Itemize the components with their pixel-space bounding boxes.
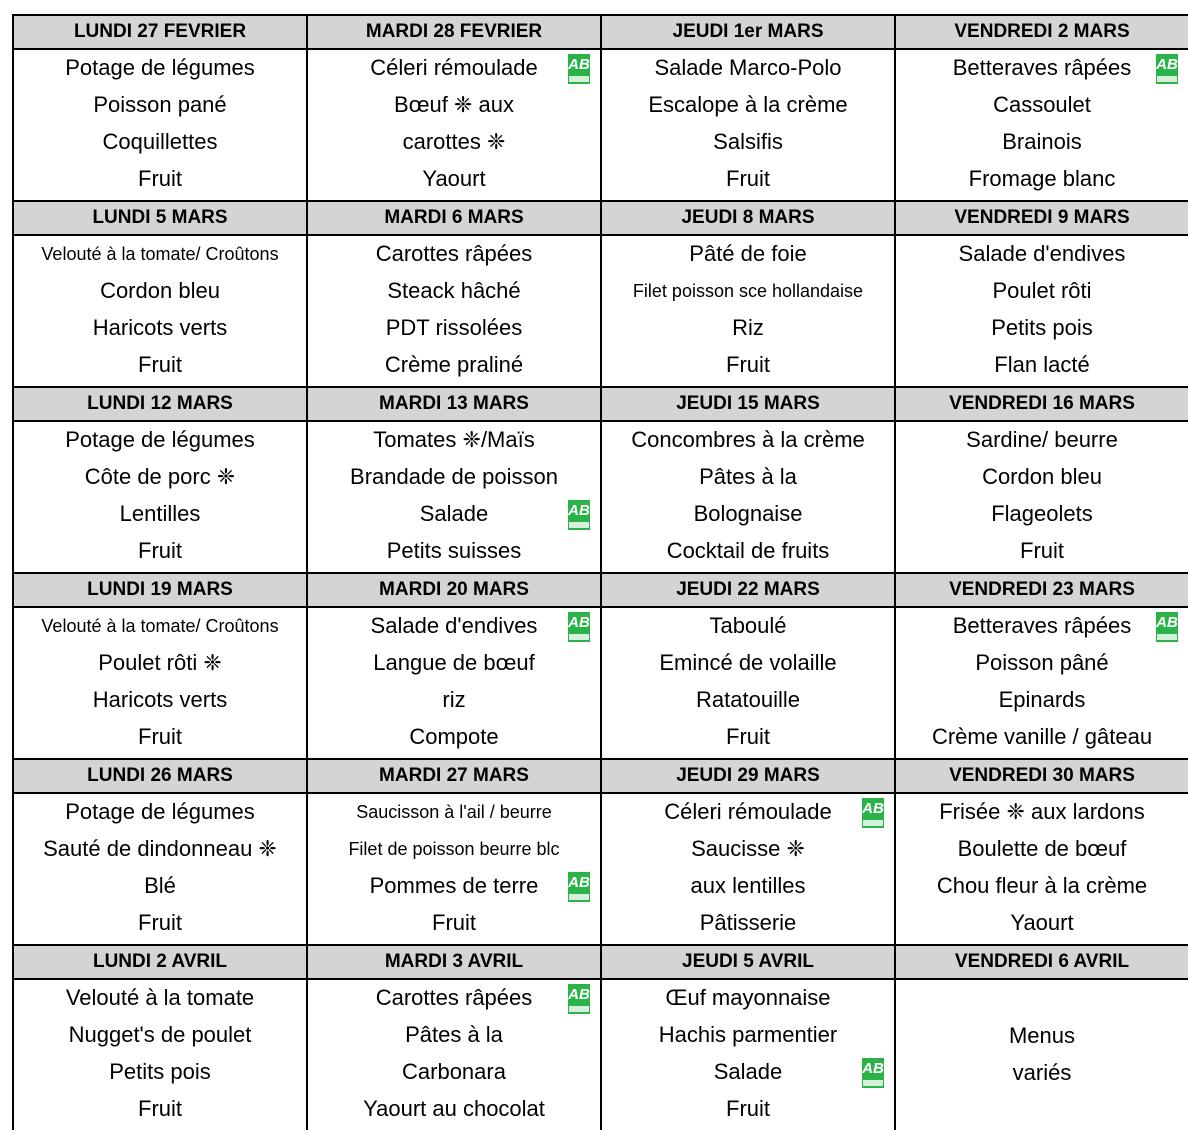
menu-item: Frisée ❈ aux lardons — [939, 799, 1145, 824]
menu-item: Cordon bleu — [982, 464, 1102, 489]
menu-item: Fruit — [138, 1096, 182, 1121]
day-header-jeudi-22-mars: JEUDI 22 MARS — [601, 573, 895, 607]
organic-label-text: AB — [1156, 614, 1178, 631]
menu-cell-mardi-28-fevrier — [307, 49, 601, 201]
menu-item: Yaourt au chocolat — [363, 1096, 545, 1121]
menu-item: Pommes de terre — [369, 873, 539, 898]
menu-cell-vendredi-6-avril — [895, 979, 1188, 1130]
week-header-row — [13, 573, 1188, 607]
menu-item: Fruit — [726, 166, 770, 191]
day-header-mardi-27-mars: MARDI 27 MARS — [307, 759, 601, 793]
week-header-row — [13, 15, 1188, 49]
day-header-lundi-2-avril: LUNDI 2 AVRIL — [13, 945, 307, 979]
menu-item: Betteraves râpées — [952, 55, 1132, 80]
menu-item: Velouté à la tomate/ Croûtons — [41, 244, 279, 264]
menu-cell-vendredi-30-mars — [895, 793, 1188, 945]
week-header-row — [13, 201, 1188, 235]
menu-item: Langue de bœuf — [373, 650, 535, 675]
menu-item: Yaourt — [422, 166, 486, 191]
menu-item: Filet poisson sce hollandaise — [632, 281, 864, 301]
menu-item: Yaourt — [1010, 910, 1074, 935]
menu-item: Boulette de bœuf — [957, 836, 1127, 861]
menu-item: Chou fleur à la crème — [936, 873, 1148, 898]
menu-item: Céleri rémoulade — [370, 55, 538, 80]
menu-cell-mardi-13-mars — [307, 421, 601, 573]
week-menu-row — [13, 979, 1188, 1130]
week-header-row — [13, 759, 1188, 793]
menu-cell-jeudi-5-avril — [601, 979, 895, 1130]
menu-cell-mardi-6-mars — [307, 235, 601, 387]
organic-label-caption — [1157, 76, 1177, 82]
week-header-row — [13, 387, 1188, 421]
menu-cell-jeudi-1er-mars — [601, 49, 895, 201]
menu-item: Emincé de volaille — [659, 650, 837, 675]
menu-item: Coquillettes — [102, 129, 218, 154]
menu-item: Salade — [713, 1059, 783, 1084]
menu-item: Flan lacté — [994, 352, 1090, 377]
organic-label-icon — [862, 798, 884, 828]
menu-item: Bœuf ❈ aux — [394, 92, 514, 117]
menu-item: Filet de poisson beurre blc — [348, 839, 560, 859]
menu-item: variés — [1012, 1060, 1072, 1085]
menu-cell-jeudi-22-mars — [601, 607, 895, 759]
menu-item: Côte de porc ❈ — [84, 464, 236, 489]
menu-cell-vendredi-2-mars — [895, 49, 1188, 201]
menu-item: Petits pois — [109, 1059, 211, 1084]
menu-cell-lundi-2-avril — [13, 979, 307, 1130]
menu-item: Taboulé — [709, 613, 787, 638]
menu-item: Fruit — [138, 166, 182, 191]
organic-label-icon — [862, 1058, 884, 1088]
menu-item: Steack hâché — [387, 278, 521, 303]
day-header-vendredi-9-mars: VENDREDI 9 MARS — [895, 201, 1188, 235]
menu-item: Fruit — [138, 352, 182, 377]
menu-item: Poulet rôti ❈ — [98, 650, 222, 675]
menu-item: Hachis parmentier — [658, 1022, 838, 1047]
menu-item: Salsifis — [713, 129, 783, 154]
organic-label-caption — [863, 820, 883, 826]
menu-item: Potage de légumes — [65, 55, 255, 80]
menu-item: Poulet rôti — [992, 278, 1092, 303]
organic-label-caption — [569, 76, 589, 82]
menu-cell-vendredi-16-mars — [895, 421, 1188, 573]
menu-item: Sauté de dindonneau ❈ — [43, 836, 277, 861]
menu-item: Brandade de poisson — [350, 464, 558, 489]
menu-item: Escalope à la crème — [648, 92, 848, 117]
menu-item: Cordon bleu — [100, 278, 220, 303]
menu-cell-mardi-20-mars — [307, 607, 601, 759]
organic-label-text: AB — [568, 874, 590, 891]
menu-item: Saucisse ❈ — [691, 836, 805, 861]
menu-item: Compote — [409, 724, 499, 749]
menu-item: Tomates ❈/Maïs — [373, 427, 535, 452]
menu-item: Saucisson à l'ail / beurre — [356, 802, 552, 822]
organic-label-icon — [568, 612, 590, 642]
menu-item: Fromage blanc — [968, 166, 1116, 191]
menu-item: carottes ❈ — [402, 129, 506, 154]
day-header-vendredi-6-avril: VENDREDI 6 AVRIL — [895, 945, 1188, 979]
week-menu-row — [13, 607, 1188, 759]
menu-item: Fruit — [726, 352, 770, 377]
menu-item: Carottes râpées — [375, 985, 533, 1010]
day-header-lundi-27-fevrier: LUNDI 27 FEVRIER — [13, 15, 307, 49]
day-header-mardi-3-avril: MARDI 3 AVRIL — [307, 945, 601, 979]
day-header-vendredi-23-mars: VENDREDI 23 MARS — [895, 573, 1188, 607]
day-header-mardi-20-mars: MARDI 20 MARS — [307, 573, 601, 607]
menu-cell-lundi-27-fevrier — [13, 49, 307, 201]
day-header-lundi-19-mars: LUNDI 19 MARS — [13, 573, 307, 607]
menu-item: Haricots verts — [92, 315, 228, 340]
menu-cell-mardi-3-avril — [307, 979, 601, 1130]
menu-item: Potage de légumes — [65, 427, 255, 452]
school-lunch-menu-table — [12, 14, 1188, 1130]
menu-item: Salade — [419, 501, 489, 526]
organic-label-caption — [863, 1080, 883, 1086]
day-header-jeudi-15-mars: JEUDI 15 MARS — [601, 387, 895, 421]
organic-label-icon — [568, 872, 590, 902]
menu-item: Potage de légumes — [65, 799, 255, 824]
day-header-mardi-28-fevrier: MARDI 28 FEVRIER — [307, 15, 601, 49]
organic-label-text: AB — [568, 614, 590, 631]
menu-cell-lundi-12-mars — [13, 421, 307, 573]
menu-item: Fruit — [432, 910, 476, 935]
week-header-row — [13, 945, 1188, 979]
menu-item: Menus — [1008, 1023, 1076, 1048]
menu-cell-content — [896, 980, 1188, 1130]
menu-item: Velouté à la tomate/ Croûtons — [41, 616, 279, 636]
menu-cell-jeudi-29-mars — [601, 793, 895, 945]
menu-item: Crème vanille / gâteau — [931, 724, 1153, 749]
menu-item: Velouté à la tomate — [65, 985, 255, 1010]
day-header-lundi-5-mars: LUNDI 5 MARS — [13, 201, 307, 235]
menu-item: Pâtes à la — [699, 464, 797, 489]
menu-item: Carbonara — [402, 1059, 506, 1084]
menu-item: Concombres à la crème — [631, 427, 865, 452]
menu-item: Carottes râpées — [375, 241, 533, 266]
organic-label-caption — [569, 634, 589, 640]
day-header-jeudi-1er-mars: JEUDI 1er MARS — [601, 15, 895, 49]
menu-cell-lundi-19-mars — [13, 607, 307, 759]
menu-item: Fruit — [726, 724, 770, 749]
organic-label-icon — [568, 54, 590, 84]
week-menu-row — [13, 793, 1188, 945]
menu-item: PDT rissolées — [385, 315, 523, 340]
menu-cell-lundi-26-mars — [13, 793, 307, 945]
menu-item: Fruit — [138, 724, 182, 749]
menu-item: Fruit — [138, 910, 182, 935]
organic-label-caption — [1157, 634, 1177, 640]
day-header-mardi-6-mars: MARDI 6 MARS — [307, 201, 601, 235]
menu-item: Céleri rémoulade — [664, 799, 832, 824]
menu-item: Œuf mayonnaise — [665, 985, 831, 1010]
week-menu-row — [13, 421, 1188, 573]
menu-item: Fruit — [726, 1096, 770, 1121]
organic-label-caption — [569, 894, 589, 900]
day-header-mardi-13-mars: MARDI 13 MARS — [307, 387, 601, 421]
menu-item: Ratatouille — [696, 687, 800, 712]
menu-item: Betteraves râpées — [952, 613, 1132, 638]
menu-item: Pâtisserie — [699, 910, 797, 935]
menu-item: Salade d'endives — [370, 613, 538, 638]
menu-body — [13, 15, 1188, 1130]
organic-label-text: AB — [568, 56, 590, 73]
organic-label-icon — [1156, 54, 1178, 84]
week-menu-row — [13, 49, 1188, 201]
week-menu-row — [13, 235, 1188, 387]
menu-item: Bolognaise — [693, 501, 803, 526]
menu-item: Pâtes à la — [405, 1022, 503, 1047]
organic-label-caption — [569, 1006, 589, 1012]
menu-item: Fruit — [1020, 538, 1064, 563]
menu-item: Haricots verts — [92, 687, 228, 712]
menu-item: Fruit — [138, 538, 182, 563]
menu-item: Cassoulet — [993, 92, 1091, 117]
menu-item: riz — [442, 687, 466, 712]
menu-cell-vendredi-23-mars — [895, 607, 1188, 759]
day-header-lundi-26-mars: LUNDI 26 MARS — [13, 759, 307, 793]
menu-item: Salade d'endives — [958, 241, 1126, 266]
day-header-vendredi-16-mars: VENDREDI 16 MARS — [895, 387, 1188, 421]
organic-label-icon — [568, 984, 590, 1014]
day-header-vendredi-2-mars: VENDREDI 2 MARS — [895, 15, 1188, 49]
menu-item: Riz — [732, 315, 764, 340]
menu-item: Lentilles — [119, 501, 201, 526]
menu-item: aux lentilles — [690, 873, 806, 898]
menu-item: Pâté de foie — [689, 241, 807, 266]
menu-item: Brainois — [1002, 129, 1082, 154]
menu-cell-lundi-5-mars — [13, 235, 307, 387]
day-header-jeudi-5-avril: JEUDI 5 AVRIL — [601, 945, 895, 979]
organic-label-text: AB — [862, 800, 884, 817]
organic-label-icon — [1156, 612, 1178, 642]
organic-label-text: AB — [568, 986, 590, 1003]
menu-item: Cocktail de fruits — [666, 538, 830, 563]
menu-item: Sardine/ beurre — [966, 427, 1118, 452]
menu-item: Nugget's de poulet — [68, 1022, 252, 1047]
organic-label-text: AB — [568, 502, 590, 519]
menu-cell-vendredi-9-mars — [895, 235, 1188, 387]
day-header-jeudi-29-mars: JEUDI 29 MARS — [601, 759, 895, 793]
menu-item: Epinards — [998, 687, 1086, 712]
organic-label-icon — [568, 500, 590, 530]
menu-item: Petits pois — [991, 315, 1093, 340]
menu-item: Blé — [144, 873, 176, 898]
menu-cell-jeudi-8-mars — [601, 235, 895, 387]
menu-item: Petits suisses — [386, 538, 522, 563]
menu-cell-mardi-27-mars — [307, 793, 601, 945]
organic-label-text: AB — [1156, 56, 1178, 73]
menu-item: Salade Marco-Polo — [654, 55, 842, 80]
day-header-vendredi-30-mars: VENDREDI 30 MARS — [895, 759, 1188, 793]
menu-cell-jeudi-15-mars — [601, 421, 895, 573]
menu-item: Poisson pané — [93, 92, 227, 117]
day-header-jeudi-8-mars: JEUDI 8 MARS — [601, 201, 895, 235]
menu-item: Crème praliné — [384, 352, 524, 377]
organic-label-text: AB — [862, 1060, 884, 1077]
day-header-lundi-12-mars: LUNDI 12 MARS — [13, 387, 307, 421]
menu-item: Poisson pâné — [975, 650, 1109, 675]
organic-label-caption — [569, 522, 589, 528]
menu-item: Flageolets — [991, 501, 1093, 526]
